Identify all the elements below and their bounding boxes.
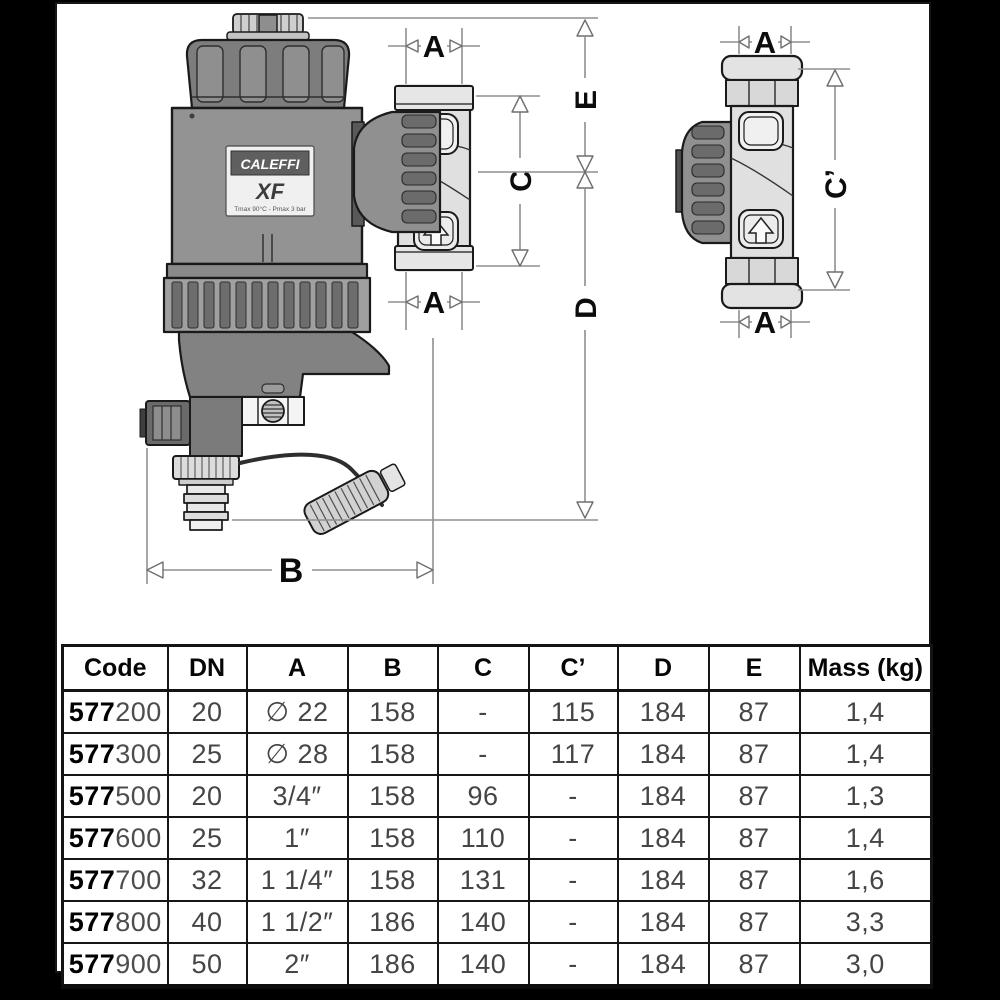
value-cell: 87 — [709, 733, 800, 775]
tee-window-side — [739, 112, 783, 150]
column-header-mass: Mass (kg) — [800, 646, 932, 691]
value-cell: 140 — [438, 901, 529, 943]
value-cell: 184 — [618, 817, 709, 859]
value-cell: 110 — [438, 817, 529, 859]
code-prefix: 577 — [68, 948, 116, 979]
top-hex-nut — [726, 80, 798, 106]
value-cell: 20 — [168, 691, 247, 734]
code-suffix: 700 — [115, 864, 162, 895]
value-cell: 158 — [348, 691, 438, 734]
dim-a-side-top — [720, 25, 810, 60]
value-cell: 186 — [348, 901, 438, 943]
code-prefix: 577 — [68, 738, 116, 769]
value-cell: 158 — [348, 775, 438, 817]
column-header-c: C — [438, 646, 529, 691]
code-prefix: 577 — [68, 780, 116, 811]
hose-barb — [184, 485, 228, 530]
dim-label-a: A — [422, 285, 446, 320]
code-suffix: 300 — [115, 738, 162, 769]
table-header-row — [63, 646, 932, 691]
value-cell: 87 — [709, 775, 800, 817]
value-cell: 25 — [168, 733, 247, 775]
drain-plug-block — [242, 397, 304, 425]
dim-label-a: A — [753, 25, 777, 60]
value-cell: ∅ 28 — [247, 733, 348, 775]
code-cell — [63, 691, 168, 734]
value-cell: ∅ 22 — [247, 691, 348, 734]
value-cell: - — [529, 943, 618, 987]
column-header-d: D — [618, 646, 709, 691]
value-cell: 3,3 — [800, 901, 932, 943]
code-cell — [63, 901, 168, 943]
code-prefix: 577 — [68, 906, 116, 937]
value-cell: 1 1/2″ — [247, 901, 348, 943]
value-cell: 87 — [709, 817, 800, 859]
value-cell: 1,3 — [800, 775, 932, 817]
value-cell: 140 — [438, 943, 529, 987]
dim-label-e: E — [570, 89, 603, 111]
value-cell: 158 — [348, 733, 438, 775]
code-suffix: 200 — [115, 696, 162, 727]
value-cell: 1,4 — [800, 817, 932, 859]
dim-a-side-bottom — [720, 305, 810, 340]
technical-drawing — [57, 2, 935, 642]
dim-label-d: D — [570, 297, 603, 319]
code-cell — [63, 943, 168, 987]
top-knob — [227, 14, 309, 40]
column-header-dn: DN — [168, 646, 247, 691]
value-cell: 50 — [168, 943, 247, 987]
code-prefix: 577 — [68, 696, 116, 727]
drain-ring-nut — [173, 456, 239, 485]
dim-label-b: B — [278, 552, 304, 590]
code-cell — [63, 859, 168, 901]
dim-label-c: C — [505, 170, 538, 192]
table-row — [63, 859, 932, 901]
value-cell: 1,4 — [800, 691, 932, 734]
table-row — [63, 775, 932, 817]
value-cell: 32 — [168, 859, 247, 901]
table-row — [63, 733, 932, 775]
dim-label-a: A — [753, 305, 777, 340]
column-header-e: E — [709, 646, 800, 691]
dirt-separator-front-view — [140, 14, 473, 537]
value-cell: - — [529, 901, 618, 943]
value-cell: 184 — [618, 733, 709, 775]
value-cell: 117 — [529, 733, 618, 775]
value-cell: - — [529, 859, 618, 901]
value-cell: 3,0 — [800, 943, 932, 987]
table-row — [63, 943, 932, 987]
value-cell: 158 — [348, 817, 438, 859]
value-cell: 1″ — [247, 817, 348, 859]
value-cell: 3/4″ — [247, 775, 348, 817]
brand-text: CALEFFI — [240, 156, 300, 172]
column-header-b: B — [348, 646, 438, 691]
value-cell: 87 — [709, 943, 800, 987]
dim-a-main-bottom — [388, 272, 480, 330]
cone-slot — [262, 384, 284, 393]
value-cell: 20 — [168, 775, 247, 817]
magnet-tab — [140, 401, 190, 445]
value-cell: 115 — [529, 691, 618, 734]
drain-neck — [190, 397, 242, 456]
column-header-c-prime: C’ — [529, 646, 618, 691]
value-cell: 1 1/4″ — [247, 859, 348, 901]
dim-label-a: A — [422, 29, 446, 64]
code-prefix: 577 — [68, 822, 116, 853]
value-cell: 131 — [438, 859, 529, 901]
value-cell: - — [529, 817, 618, 859]
table-row — [63, 817, 932, 859]
value-cell: 2″ — [247, 943, 348, 987]
code-cell — [63, 775, 168, 817]
value-cell: - — [438, 733, 529, 775]
value-cell: 184 — [618, 859, 709, 901]
dimensions-table — [61, 644, 933, 989]
value-cell: 40 — [168, 901, 247, 943]
value-cell: 1,6 — [800, 859, 932, 901]
finned-band — [164, 278, 370, 332]
dim-label-c-prime: C’ — [820, 169, 853, 199]
code-cell — [63, 817, 168, 859]
column-header-code: Code — [63, 646, 168, 691]
value-cell: - — [529, 775, 618, 817]
body-flange — [167, 264, 367, 278]
column-header-a: A — [247, 646, 348, 691]
code-prefix: 577 — [68, 864, 116, 895]
value-cell: 87 — [709, 901, 800, 943]
value-cell: 184 — [618, 901, 709, 943]
dim-c — [476, 96, 540, 266]
value-cell: 87 — [709, 859, 800, 901]
side-tee-connection — [352, 86, 473, 270]
value-cell: 184 — [618, 691, 709, 734]
dim-c-prime — [798, 69, 853, 290]
code-cell — [63, 733, 168, 775]
flow-direction-badge-side — [739, 210, 783, 248]
table-row — [63, 691, 932, 734]
table-row — [63, 901, 932, 943]
product-label — [226, 146, 314, 216]
value-cell: 184 — [618, 775, 709, 817]
value-cell: 158 — [348, 859, 438, 901]
specs-text: Tmax 90°C - Pmax 3 bar — [234, 206, 306, 213]
code-suffix: 800 — [115, 906, 162, 937]
code-suffix: 900 — [115, 948, 162, 979]
bottom-hex-nut — [726, 258, 798, 284]
dim-a-main-top — [388, 28, 480, 84]
value-cell: 87 — [709, 691, 800, 734]
value-cell: 96 — [438, 775, 529, 817]
value-cell: 186 — [348, 943, 438, 987]
separator-cap — [187, 40, 349, 108]
value-cell: 1,4 — [800, 733, 932, 775]
value-cell: 25 — [168, 817, 247, 859]
value-cell: - — [438, 691, 529, 734]
model-text: XF — [255, 179, 285, 204]
code-suffix: 600 — [115, 822, 162, 853]
code-suffix: 500 — [115, 780, 162, 811]
value-cell: 184 — [618, 943, 709, 987]
tee-fitting-side-view — [676, 56, 802, 308]
drain-screw — [262, 400, 284, 422]
